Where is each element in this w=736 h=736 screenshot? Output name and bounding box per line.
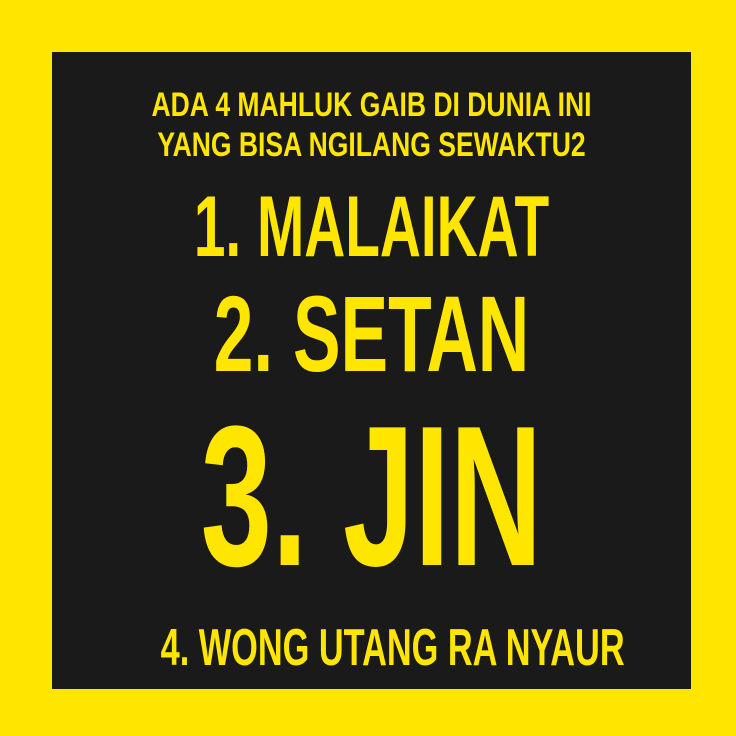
header-line-2: YANG BISA NGILANG SEWAKTU2 <box>157 126 586 164</box>
meme-panel <box>52 52 691 689</box>
list-item-wong-utang: 4. WONG UTANG RA NYAUR <box>160 619 625 677</box>
header-line-1: ADA 4 MAHLUK GAIB DI DUNIA INI <box>151 86 592 124</box>
list-item-setan: 2. SETAN <box>213 273 530 394</box>
list-item-jin: 3. JIN <box>200 385 543 608</box>
list-item-malaikat: 1. MALAIKAT <box>193 179 550 275</box>
